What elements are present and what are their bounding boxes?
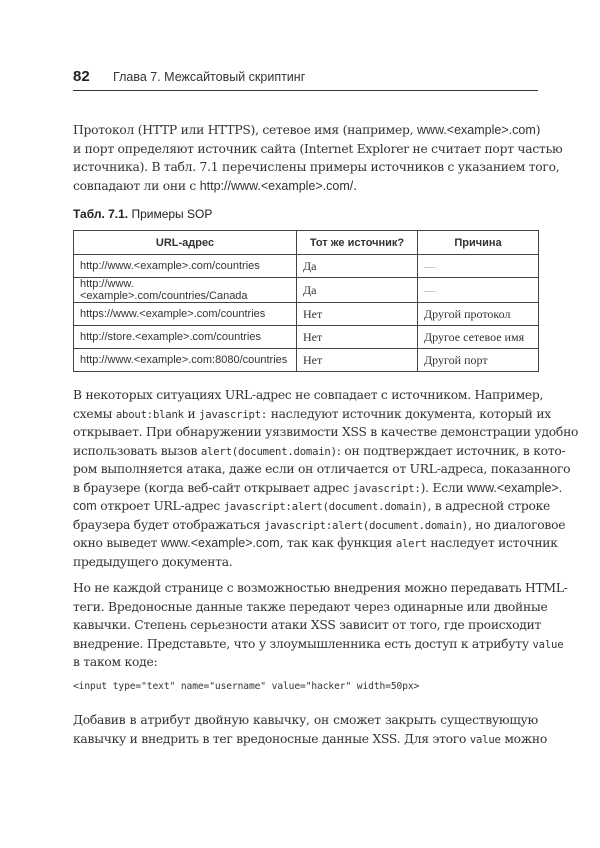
text-run: ). Если — [420, 480, 468, 495]
text-run: внедрение. Представьте, что у злоумышленника есть доступ к атрибуту — [73, 636, 533, 651]
cell-url: http://store.<example>.com/countries — [74, 326, 297, 349]
text-line — [73, 140, 563, 159]
running-header — [73, 66, 538, 91]
cell-url: http://www.<example>.com:8080/countries — [74, 349, 297, 372]
sop-table — [73, 230, 539, 372]
text-run: откроет URL-адрес — [96, 499, 224, 513]
text-run: Но не каждой странице с возможностью внедрения можно передавать HTML- — [73, 581, 568, 595]
text-run: , в адресной строке — [427, 499, 551, 513]
inline-url: www.<example>. — [467, 480, 563, 495]
cell-reason: Другое сетевое имя — [418, 326, 539, 349]
inline-code: javascript: — [352, 482, 421, 495]
text-run: в таком коде: — [73, 655, 158, 669]
text-line — [73, 711, 538, 730]
text-line — [73, 423, 579, 442]
paragraph-html-tags — [73, 579, 568, 672]
inline-url: www.<example>.com — [416, 123, 536, 137]
paragraph-origin — [73, 121, 563, 195]
page-number: 82 — [73, 68, 90, 85]
text-run: : он подтверждает источник, в кото- — [336, 443, 566, 458]
text-line — [73, 442, 566, 461]
text-run: В некоторых ситуациях URL-адрес не совпадает с источником. Например, — [73, 388, 544, 402]
text-run: использовать вызов — [73, 443, 201, 458]
cell-reason: Другой порт — [418, 349, 539, 372]
text-line — [73, 497, 551, 516]
code-example: <input type="text" name="username" value="hacker" width=50px> — [73, 681, 420, 692]
text-run: можно — [500, 731, 547, 746]
text-run: , но диалоговое — [467, 517, 566, 532]
inline-code: javascript:alert(document.domain) — [264, 519, 468, 532]
text-line — [73, 386, 544, 405]
text-line — [73, 516, 566, 535]
inline-code: about:blank — [115, 408, 184, 421]
inline-url: www.<example>.com — [160, 536, 280, 550]
cell-reason: — — [418, 278, 539, 303]
text-run: . — [353, 178, 357, 193]
text-line — [73, 121, 541, 140]
cell-same-origin: Нет — [297, 326, 418, 349]
text-run: кавычки. Степень серьезности атаки XSS зависит от того, где происходит — [73, 618, 542, 632]
chapter-title: Глава 7. Межсайтовый скриптинг — [113, 70, 306, 84]
paragraph-about-blank — [73, 386, 579, 571]
table-caption-label: Табл. 7.1. — [73, 207, 129, 221]
cell-same-origin: Да — [297, 278, 418, 303]
text-line — [73, 534, 558, 553]
text-run: предыдущего документа. — [73, 554, 233, 569]
cell-reason: — — [418, 255, 539, 278]
column-header-reason: Причина — [418, 231, 539, 255]
inline-code: alert(document.domain) — [200, 445, 337, 458]
table-row — [74, 278, 539, 303]
text-run: теги. Вредоносные данные также передают через одинарные или двойные — [73, 599, 548, 614]
text-line — [73, 653, 538, 672]
cell-url: http://www.<example>.com/countries — [74, 255, 297, 278]
cell-url: http://www.<example>.com/countries/Canada — [74, 278, 297, 303]
text-line — [73, 635, 564, 654]
text-run: Протокол (HTTP или HTTPS), сетевое имя (например, — [73, 123, 417, 137]
text-line — [73, 616, 542, 635]
cell-same-origin: Нет — [297, 303, 418, 326]
text-run: и порт определяют источник сайта (Internet Explorer не считает порт частью — [73, 141, 563, 156]
cell-url: https://www.<example>.com/countries — [74, 303, 297, 326]
inline-url: http://www.<example>.com/ — [199, 178, 354, 193]
text-run: совпадают ли они с — [73, 178, 200, 193]
text-run: наследуют источник документа, который их — [267, 406, 551, 421]
text-run: источника). В табл. 7.1 перечислены примеры источников с указанием того, — [73, 160, 560, 174]
text-run: и — [183, 406, 200, 421]
table-row — [74, 349, 539, 372]
text-run: Добавив в атрибут двойную кавычку, он сможет закрыть существующую — [73, 713, 538, 727]
table-caption-text: Примеры SOP — [128, 207, 213, 221]
text-run: браузера будет отображаться — [73, 517, 265, 532]
text-line — [73, 177, 538, 196]
text-run: ) — [535, 123, 541, 137]
text-line — [73, 579, 568, 598]
cell-reason: Другой протокол — [418, 303, 539, 326]
text-line — [73, 158, 560, 177]
table-caption — [73, 207, 212, 221]
text-line — [73, 730, 547, 749]
text-run: , так как функция — [279, 536, 396, 550]
text-run: в браузере (когда веб-сайт открывает адрес — [73, 480, 353, 495]
inline-url: com — [73, 499, 97, 513]
inline-code: value — [532, 638, 564, 651]
table-header-row — [74, 231, 539, 255]
cell-same-origin: Да — [297, 255, 418, 278]
text-line — [73, 460, 571, 479]
inline-code: javascript:alert(document.domain) — [223, 501, 428, 513]
text-run: ром выполняется атака, даже если он отличается от URL-адреса, показанного — [73, 462, 571, 476]
table-row — [74, 303, 539, 326]
text-line — [73, 479, 563, 498]
text-run: кавычку и внедрить в тег вредоносные данные XSS. Для этого — [73, 731, 470, 746]
inline-code: javascript: — [199, 408, 268, 421]
text-line — [73, 553, 538, 572]
inline-code: value — [469, 733, 501, 746]
table-row — [74, 326, 539, 349]
text-run: открывает. При обнаружении уязвимости XSS в качестве демонстрации удобно — [73, 425, 579, 439]
column-header-url: URL-адрес — [74, 231, 297, 255]
column-header-same-origin: Тот же источник? — [297, 231, 418, 255]
text-run: окно выведет — [73, 536, 161, 550]
paragraph-double-quote — [73, 711, 547, 748]
table-row — [74, 255, 539, 278]
cell-same-origin: Нет — [297, 349, 418, 372]
inline-code: alert — [395, 538, 427, 550]
text-run: наследует источник — [426, 536, 558, 550]
text-line — [73, 598, 548, 617]
text-run: схемы — [73, 406, 116, 421]
text-line — [73, 405, 551, 424]
